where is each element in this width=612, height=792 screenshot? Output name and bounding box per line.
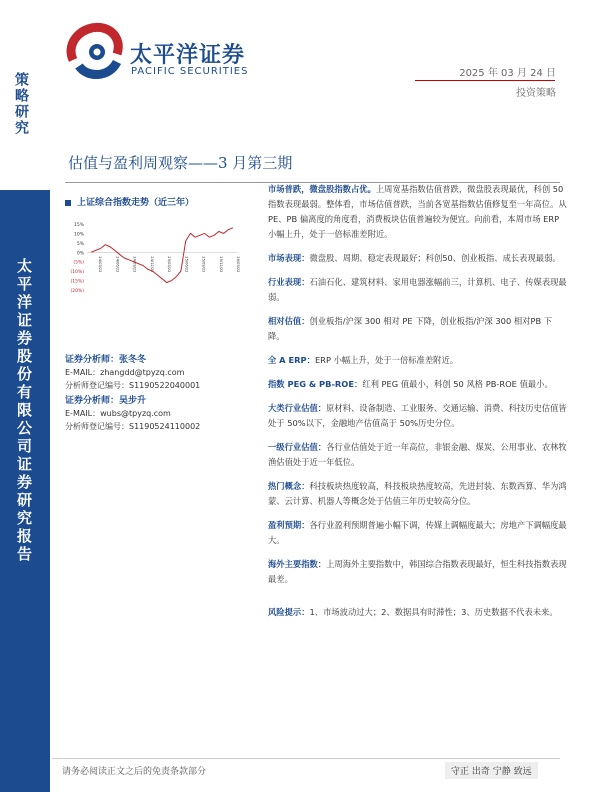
paragraph-heading: 指数 PEG & PB-ROE：	[268, 379, 363, 389]
summary-paragraph	[268, 251, 568, 266]
y-tick-label: (5%)	[73, 260, 84, 266]
x-tick-label: 24/06/22	[115, 256, 120, 273]
y-tick-label: (15%)	[70, 279, 84, 285]
report-category: 策略研究	[13, 72, 29, 136]
summary-paragraph	[268, 353, 568, 368]
paragraph-heading: 海外主要指数：	[268, 559, 327, 569]
summary-content	[268, 182, 568, 629]
analyst-name: 证券分析师：张冬冬	[65, 355, 147, 365]
analyst-1	[65, 352, 265, 391]
date-underline	[415, 80, 555, 81]
footer-motto: 守正 出奇 宁静 致远	[445, 762, 538, 779]
y-tick-label: 5%	[76, 241, 84, 247]
paragraph-heading: 大类行业估值：	[268, 403, 327, 413]
index-chart-block	[65, 190, 260, 320]
risk-warning	[268, 605, 568, 620]
footer-divider	[52, 758, 560, 759]
paragraph-heading: 风险提示：	[268, 607, 310, 617]
y-tick-label: 10%	[73, 232, 84, 238]
x-tick-label: 24/09/22	[132, 256, 137, 273]
report-date: 2025 年 03 月 24 日	[459, 68, 556, 79]
org-name: 太平洋证券股份有限公司证券研究报告	[15, 258, 33, 564]
summary-paragraph	[268, 440, 568, 470]
paragraph-body: 各行业估值处于近一年高位，非银金融、煤炭、公用事业、农林牧渔估值处于近一年低位。	[268, 442, 567, 467]
y-tick-label: 15%	[73, 223, 84, 228]
analyst-block	[65, 352, 265, 434]
y-tick-label: (20%)	[70, 289, 84, 294]
y-tick-label: 0%	[76, 251, 84, 257]
x-tick-label: 25/12/22	[218, 256, 223, 273]
x-tick-label: 25/03/22	[167, 256, 171, 273]
x-tick-label: 24/03/22	[98, 256, 102, 273]
paragraph-body: 原材料、设备制造、工业服务、交通运输、消费、科技历史估值皆处于 50%以下，金融地产估值高于 50%历史分位。	[268, 403, 567, 428]
footer-disclaimer[interactable]: 请务必阅读正文之后的免责条款部分	[62, 767, 207, 777]
summary-paragraph	[268, 518, 568, 548]
brand-name-en: PACIFIC SECURITIES	[131, 66, 249, 77]
analyst-email[interactable]: E-MAIL：zhangdd@tpyzq.com	[65, 368, 185, 377]
index-line-chart	[65, 218, 245, 318]
paragraph-heading: 市场普跌，微盘股指数占优。	[268, 184, 376, 194]
doc-type: 投资策略	[516, 88, 556, 99]
x-tick-label: 26/03/22	[236, 256, 240, 273]
summary-paragraph	[268, 275, 568, 305]
x-tick-label: 24/12/22	[149, 256, 154, 273]
analyst-cert: 分析师登记编号：S1190524110002	[65, 422, 201, 431]
chart-title	[65, 195, 194, 208]
brand-name-cn: 太平洋证券	[130, 43, 246, 68]
analyst-name: 证券分析师：吴步升	[65, 396, 147, 406]
paragraph-body: 科技板块热度较高，科技板块热度较高，先进封装、东数西算、华为鸿蒙、云计算、机器人等概念处于估值三年历史较高分位。	[268, 481, 567, 506]
summary-paragraph	[268, 314, 568, 344]
paragraph-body: 微盘股、周期、稳定表现最好；科创50、创业板指、成长表现最弱。	[309, 253, 561, 263]
paragraph-body: ERP 小幅上升，处于一倍标准差附近。	[314, 355, 459, 365]
summary-paragraph	[268, 377, 568, 392]
paragraph-heading: 热门概念：	[268, 481, 310, 491]
paragraph-heading: 全 A ERP：	[268, 355, 315, 365]
analyst-cert: 分析师登记编号：S1190522040001	[65, 381, 201, 390]
x-tick-label: 25/06/22	[184, 256, 189, 273]
paragraph-heading: 一级行业估值：	[268, 442, 327, 452]
y-tick-label: (10%)	[70, 270, 84, 276]
analyst-email[interactable]: E-MAIL：wubs@tpyzq.com	[65, 409, 171, 418]
paragraph-body: 1、市场波动过大；2、数据具有时滞性；3、历史数据不代表未来。	[309, 607, 558, 617]
paragraph-body: 创业板指/沪深 300 相对 PE 下降，创业板指/沪深 300 相对PB 下降。	[268, 316, 553, 341]
paragraph-heading: 盈利预期：	[268, 520, 310, 530]
paragraph-body: 红利 PEG 值最小，科创 50 风格 PB-ROE 值最小。	[362, 379, 553, 389]
report-title: 估值与盈利周观察——3 月第三期	[68, 154, 293, 172]
summary-paragraph	[268, 182, 568, 242]
x-tick-label: 25/09/22	[201, 256, 206, 273]
summary-paragraph	[268, 401, 568, 431]
analyst-2	[65, 393, 265, 432]
paragraph-heading: 相对估值：	[268, 316, 310, 326]
paragraph-heading: 市场表现：	[268, 253, 310, 263]
index-series-line	[91, 228, 233, 283]
chart-title-text: 上证综合指数走势（近三年）	[77, 198, 195, 208]
paragraph-body: 石油石化、建筑材料、家用电器涨幅前三，计算机、电子、传媒表现最弱。	[268, 277, 567, 302]
summary-paragraph	[268, 557, 568, 587]
paragraph-body: 上周海外主要指数中，韩国综合指数表现最好，恒生科技指数表现最差。	[268, 559, 567, 584]
paragraph-heading: 行业表现：	[268, 277, 310, 287]
sidebar	[0, 0, 50, 792]
paragraph-body: 上周宽基指数估值普跌，微盘股表现最优，科创 50 指数表现最弱。整体看，市场估值普跌，当前各宽基指数估值修复至一年高位。从 PE、PB 偏离度的角度看，消费板块估值普遍较为便宜。向前看，本周市场 ERP 小幅上升，处于一倍标准差附近。	[268, 184, 567, 239]
summary-paragraph	[268, 479, 568, 509]
paragraph-body: 各行业盈利预期普遍小幅下调，传媒上调幅度最大；房地产下调幅度最大。	[268, 520, 567, 545]
bullet-square-icon	[65, 200, 71, 206]
